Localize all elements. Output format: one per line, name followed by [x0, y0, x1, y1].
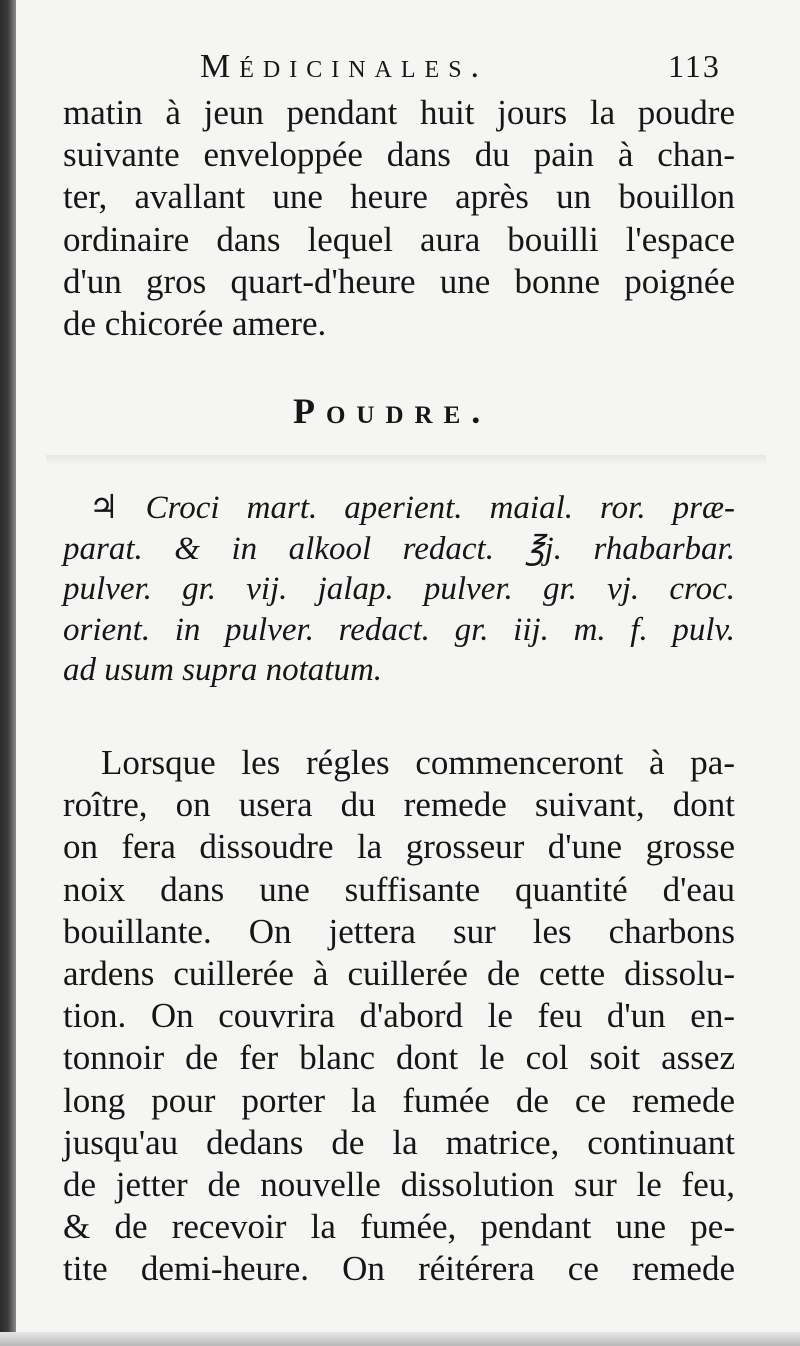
- text-line: & de recevoir la fumée, pendant une pe-: [63, 1207, 735, 1247]
- text-line: long pour porter la fumée de ce remede: [63, 1080, 735, 1120]
- text-line: noix dans une suffisante quantité d'eau: [63, 869, 735, 909]
- page-number: 113: [668, 48, 721, 84]
- text-line: ordinaire dans lequel aura bouilli l'espace: [63, 219, 735, 259]
- scan-left-edge: [0, 0, 16, 1346]
- text-line: ter, avallant une heure après un bouillon: [63, 177, 735, 217]
- running-title: Médicinales.: [200, 48, 489, 85]
- text-line: bouillante. On jettera sur les charbons: [63, 911, 735, 951]
- intro-paragraph: [63, 92, 735, 345]
- text-line: de jetter de nouvelle dissolution sur le feu,: [63, 1164, 735, 1204]
- text-line: matin à jeun pendant huit jours la poudre: [63, 93, 735, 132]
- text-line: tion. On couvrira d'abord le feu d'un en-: [63, 996, 735, 1036]
- text-line: d'un gros quart-d'heure une bonne poignée: [63, 261, 735, 301]
- text-line: tonnoir de fer blanc dont le col soit assez: [63, 1038, 735, 1078]
- text-line: de chicorée amere.: [63, 303, 327, 343]
- recipe-block: [63, 488, 735, 691]
- text-line: Lorsque les régles commenceront à pa-: [101, 743, 735, 782]
- recipe-line: orient. in pulver. redact. gr. iij. m. f. pulv.: [63, 611, 735, 648]
- text-line: roître, on usera du remede suivant, dont: [63, 785, 735, 825]
- book-page: [16, 0, 800, 1332]
- main-paragraph: [63, 742, 735, 1290]
- recipe-line: ad usum supra notatum.: [63, 652, 383, 689]
- section-heading: Poudre.: [293, 391, 492, 431]
- text-line: on fera dissoudre la grosseur d'une grosse: [63, 827, 735, 867]
- recipe-line: parat. & in alkool redact. ℥j. rhabarbar.: [63, 530, 735, 567]
- text-line: ardens cuillerée à cuillerée de cette dissolu-: [63, 953, 735, 993]
- scan-bottom-edge: [0, 1332, 800, 1346]
- text-line: suivante enveloppée dans du pain à chan-: [63, 135, 735, 175]
- paper-fold-shadow: [46, 455, 766, 465]
- text-line: tite demi-heure. On réitérera ce remede: [63, 1249, 735, 1289]
- recipe-line: pulver. gr. vij. jalap. pulver. gr. vj. croc.: [63, 571, 735, 608]
- recipe-line: ♃ Croci mart. aperient. maial. ror. præ-: [89, 490, 735, 526]
- text-line: jusqu'au dedans de la matrice, continuant: [63, 1122, 735, 1162]
